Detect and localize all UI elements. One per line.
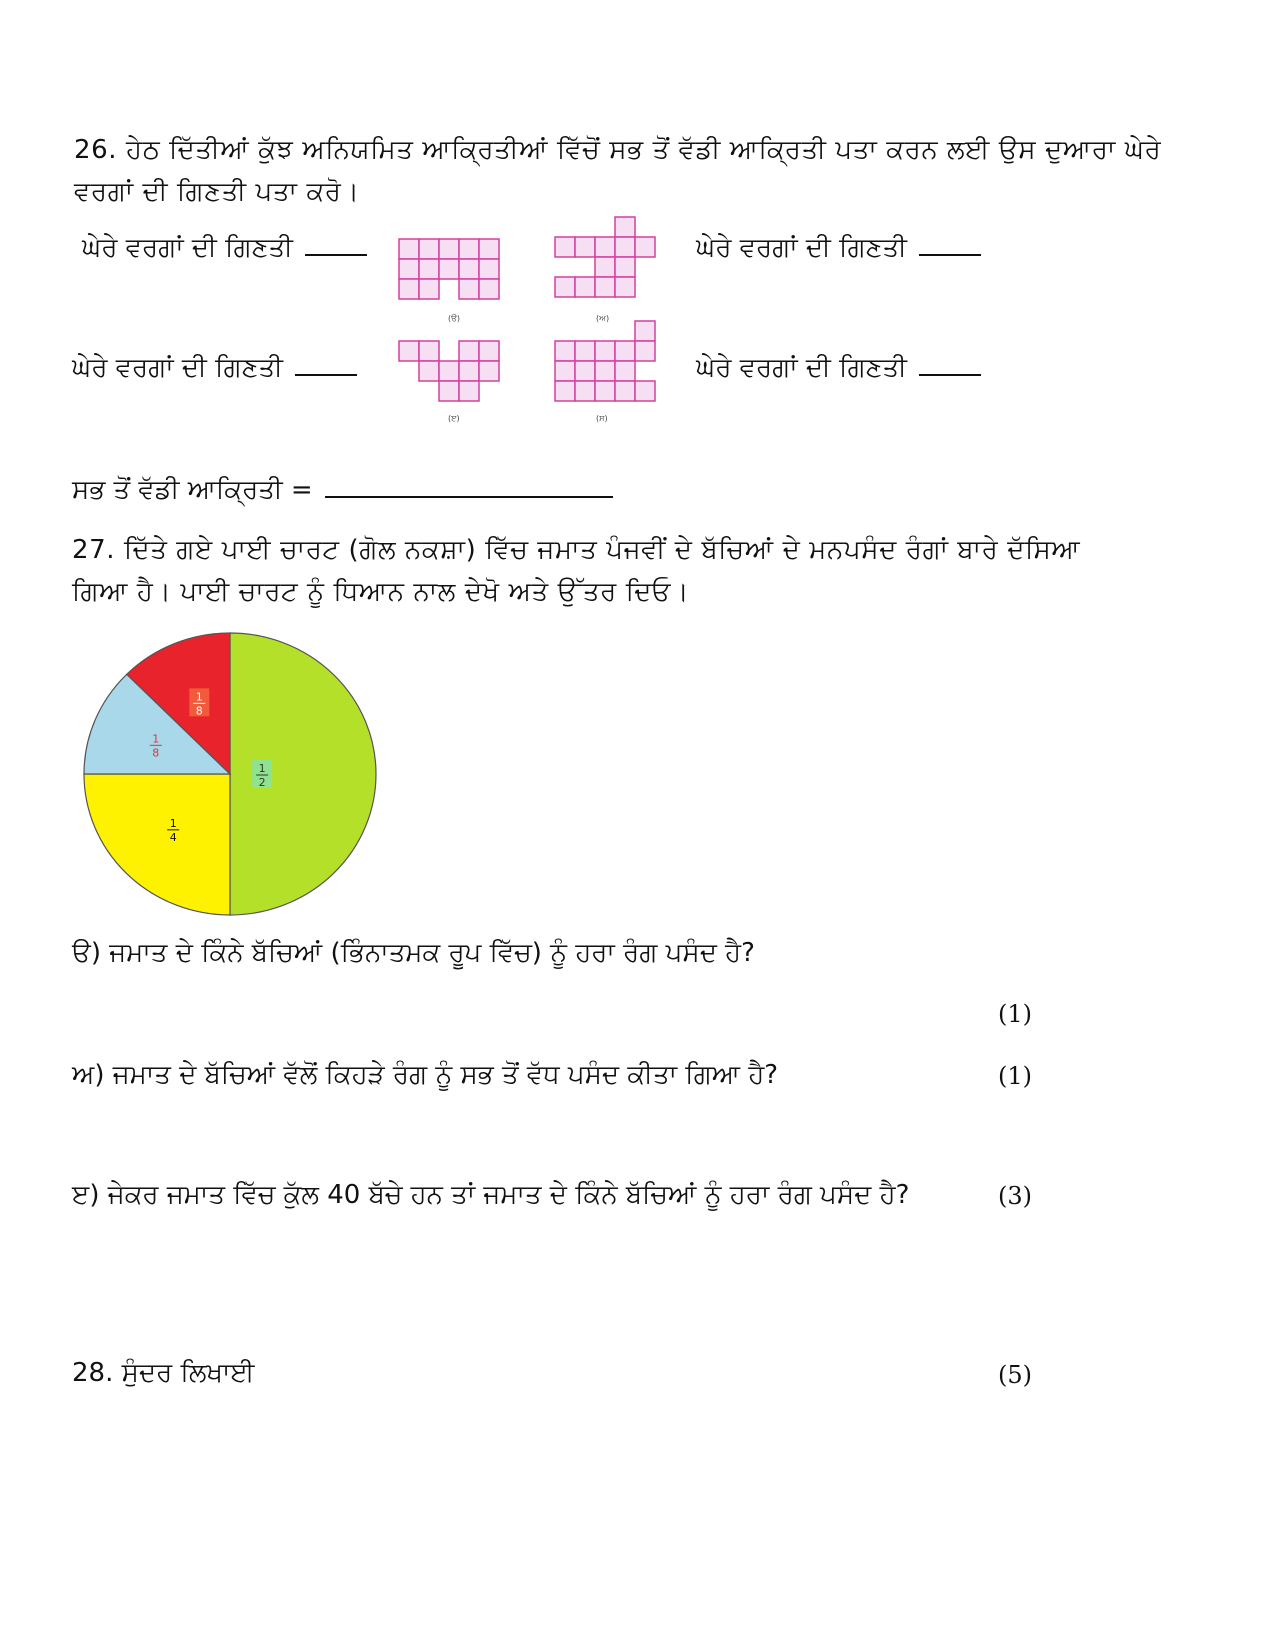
q28-marks: (5) [998,1361,1032,1389]
pie-chart [74,628,384,920]
caption-b: (ਅ) [596,314,610,323]
q27-part-b: ਅ) ਜਮਾਤ ਦੇ ਬੱਚਿਆਂ ਵੱਲੋਂ ਕਿਹੜੇ ਰੰਗ ਨੂੰ ਸਭ ਤੋਂ ਵੱਧ ਪਸੰਦ ਕੀਤਾ ਗਿਆ ਹੈ? [72,1060,779,1090]
largest-figure-line: ਸਭ ਤੋਂ ਵੱਡੀ ਆਕ੍ਰਿਤੀ = [72,474,613,506]
pie-slice-yellow [84,774,230,915]
answer-blank-a[interactable] [305,232,367,256]
grid-figure-a [398,238,502,304]
q27-part-a: ੳ) ਜਮਾਤ ਦੇ ਕਿੰਨੇ ਬੱਚਿਆਂ (ਭਿੰਨਾਤਮਕ ਰੂਪ ਵਿੱਚ) ਨੂੰ ਹਰਾ ਰੰਗ ਪਸੰਦ ਹੈ? [72,938,755,968]
answer-blank-c[interactable] [295,352,357,376]
pie-label [252,760,272,789]
q26-line1: 26. ਹੇਠ ਦਿੱਤੀਆਂ ਕੁੱਝ ਅਨਿਯਮਿਤ ਆਕ੍ਰਿਤੀਆਂ ਵਿੱਚੋਂ ਸਭ ਤੋਂ ਵੱਡੀ ਆਕ੍ਰਿਤੀ ਪਤਾ ਕਰਨ ਲਈ ਉਸ ਦੁਆਰਾ ਘੇਰੇ [74,135,1162,165]
pie-label [189,688,209,717]
svg-text:1: 1 [258,762,266,775]
caption-c: (ੲ) [448,414,460,423]
q27-line2: ਗਿਆ ਹੈ। ਪਾਈ ਚਾਰਟ ਨੂੰ ਧਿਆਨ ਨਾਲ ਦੇਖੋ ਅਤੇ ਉੱਤਰ ਦਿਓ। [72,577,690,607]
svg-text:4: 4 [169,830,177,844]
q27-part-c-marks: (3) [998,1182,1032,1210]
grid-figure-d [554,320,658,408]
count-label-b: ਘੇਰੇ ਵਰਗਾਂ ਦੀ ਗਿਣਤੀ [696,232,981,264]
caption-a: (ੳ) [448,314,461,323]
svg-text:1: 1 [195,690,203,704]
grid-figure-c [398,340,502,408]
largest-figure-blank[interactable] [325,474,613,498]
svg-text:1: 1 [169,816,177,830]
count-label-a: ਘੇਰੇ ਵਰਗਾਂ ਦੀ ਗਿਣਤੀ [82,232,367,264]
svg-text:8: 8 [152,746,160,760]
caption-d: (ਸ) [596,414,608,423]
q27-part-a-marks: (1) [998,1000,1032,1028]
answer-blank-b[interactable] [919,232,981,256]
q27-part-c: ੲ) ਜੇਕਰ ਜਮਾਤ ਵਿੱਚ ਕੁੱਲ 40 ਬੱਚੇ ਹਨ ਤਾਂ ਜਮਾਤ ਦੇ ਕਿੰਨੇ ਬੱਚਿਆਂ ਨੂੰ ਹਰਾ ਰੰਗ ਪਸੰਦ ਹੈ? [72,1180,910,1210]
svg-text:8: 8 [195,704,203,718]
svg-text:1: 1 [152,732,160,746]
q26-line2: ਵਰਗਾਂ ਦੀ ਗਿਣਤੀ ਪਤਾ ਕਰੋ। [74,177,360,207]
svg-text:2: 2 [258,776,266,789]
count-label-d: ਘੇਰੇ ਵਰਗਾਂ ਦੀ ਗਿਣਤੀ [696,352,981,384]
count-label-c: ਘੇਰੇ ਵਰਗਾਂ ਦੀ ਗਿਣਤੀ [72,352,357,384]
grid-figure-b [554,216,658,304]
q28-title: 28. ਸੁੰਦਰ ਲਿਖਾਈ [72,1358,255,1388]
answer-blank-d[interactable] [919,352,981,376]
q27-part-b-marks: (1) [998,1062,1032,1090]
pie-slice-green [230,633,376,915]
q27-line1: 27. ਦਿੱਤੇ ਗਏ ਪਾਈ ਚਾਰਟ (ਗੋਲ ਨਕਸ਼ਾ) ਵਿੱਚ ਜਮਾਤ ਪੰਜਵੀਂ ਦੇ ਬੱਚਿਆਂ ਦੇ ਮਨਪਸੰਦ ਰੰਗਾਂ ਬਾਰੇ ਦੱਸਿਆ [72,535,1081,565]
